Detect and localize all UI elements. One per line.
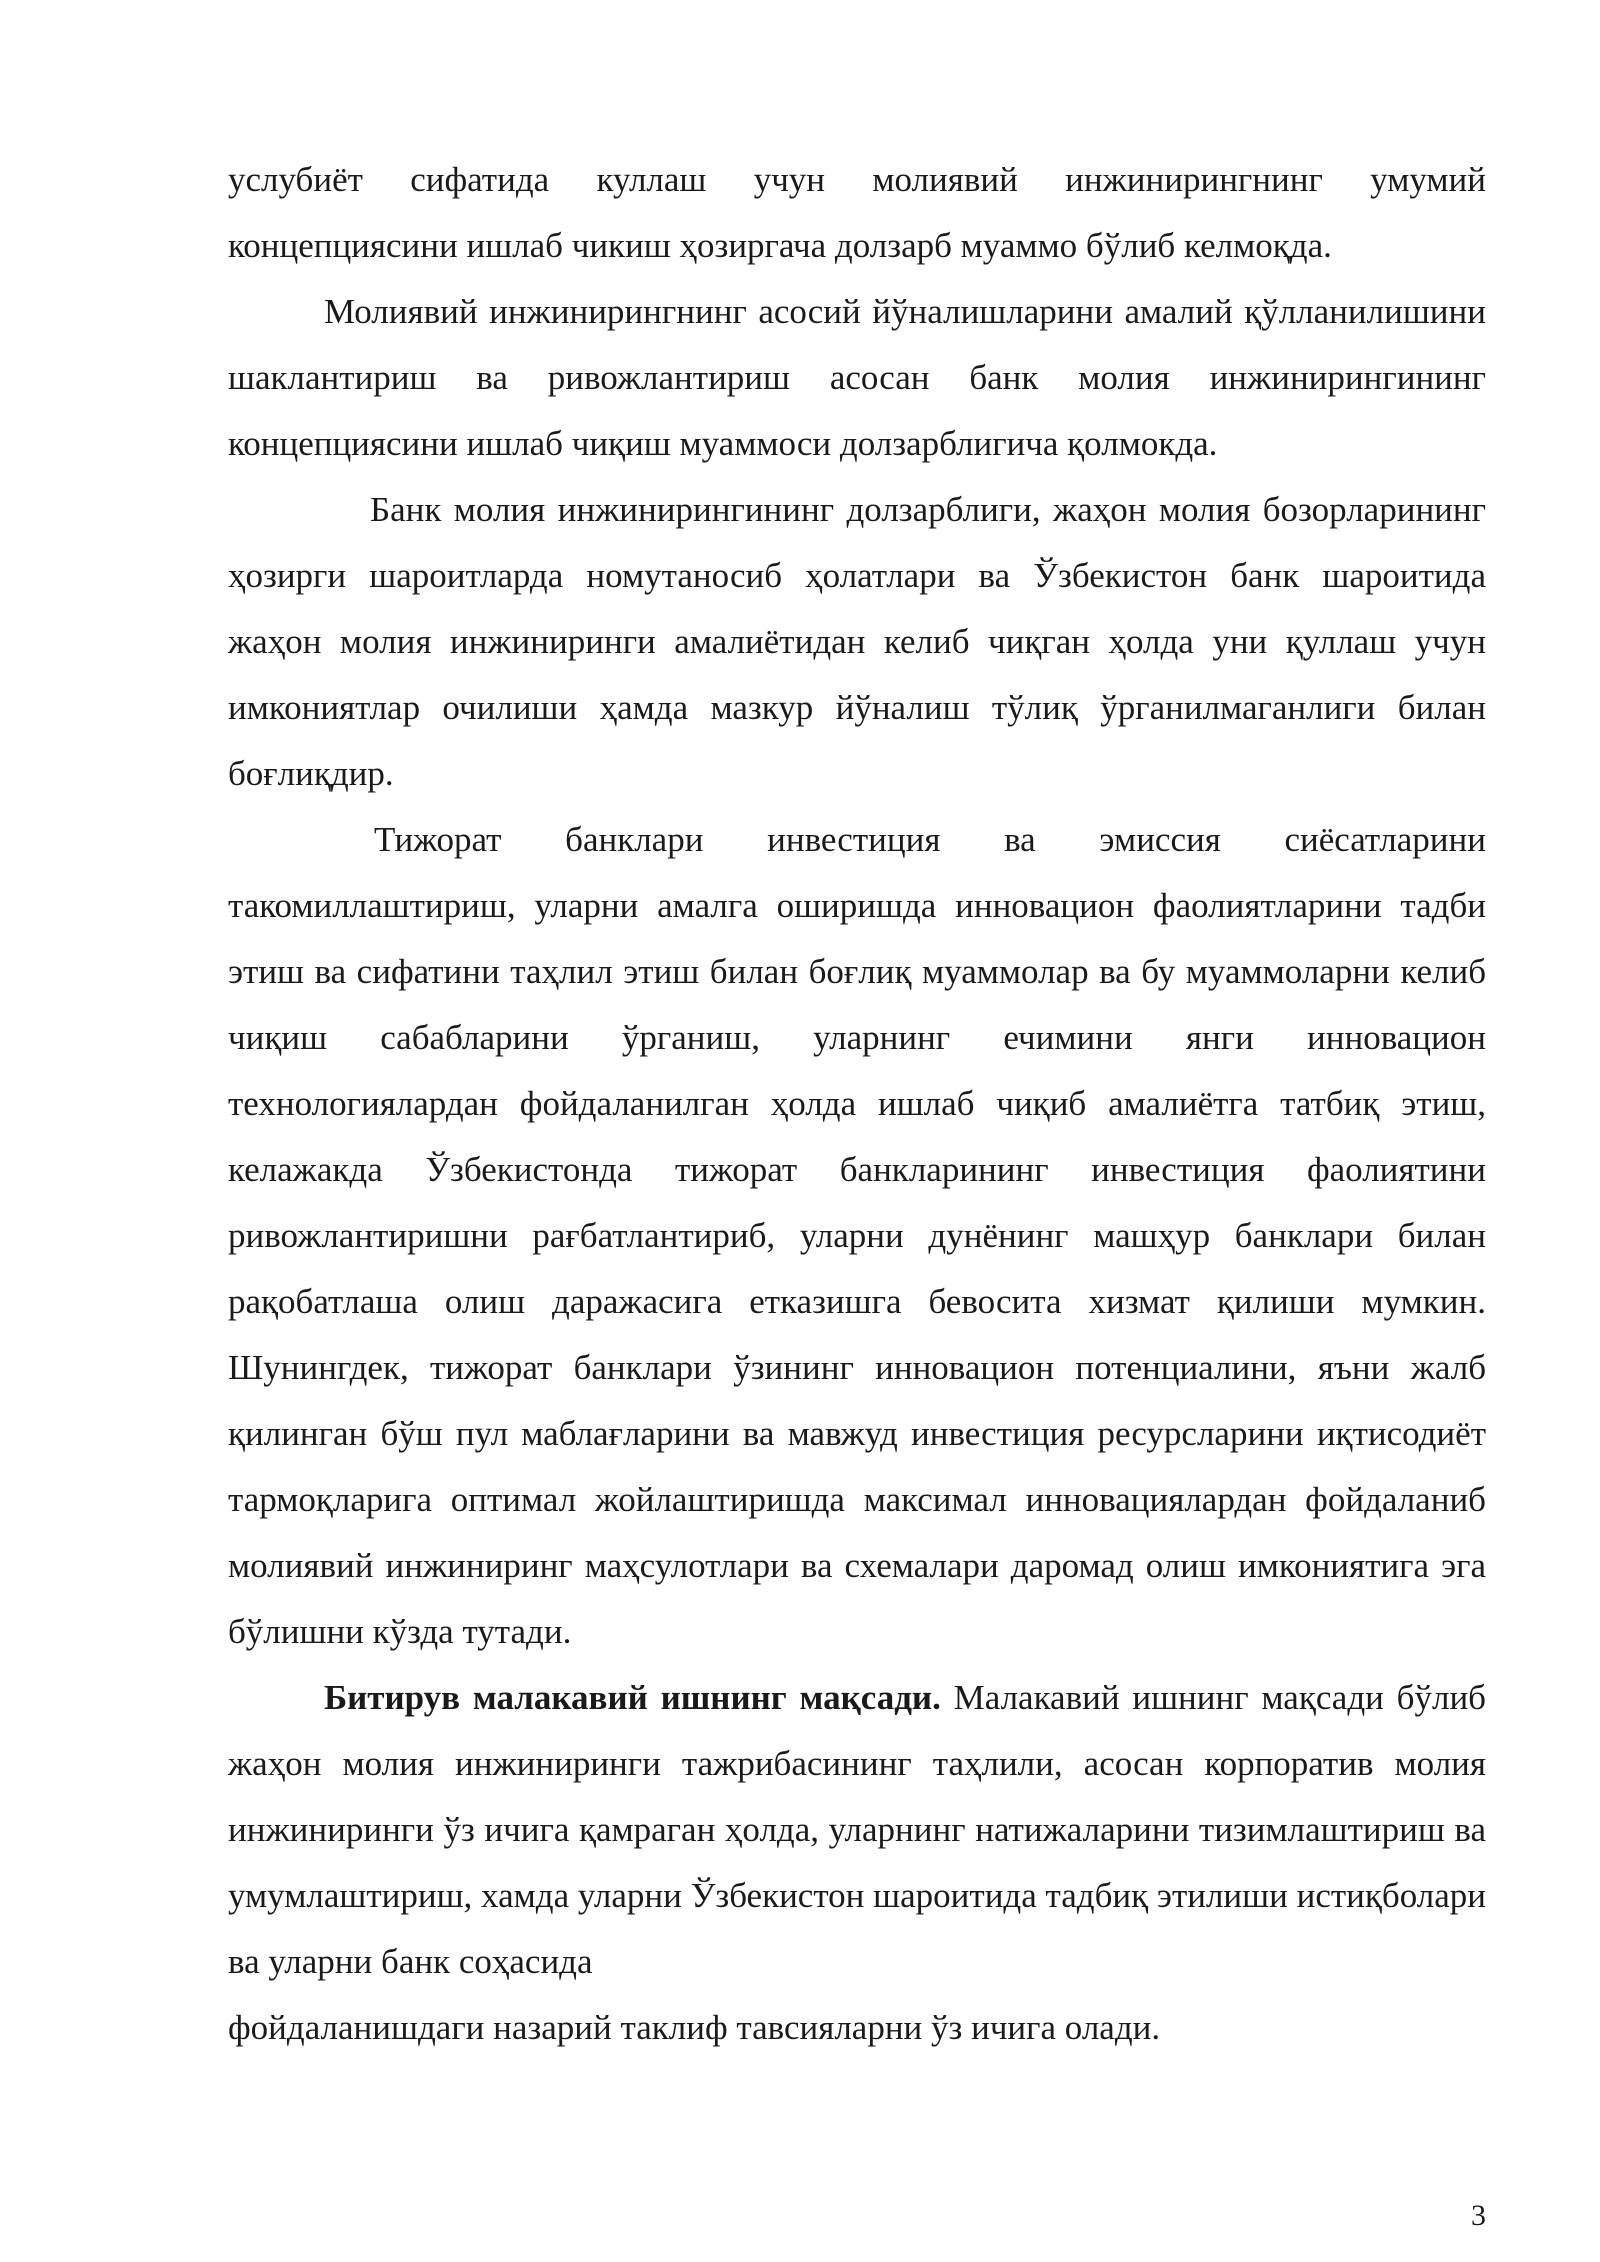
paragraph-4: Тижорат банклари инвестиция ва эмиссия сиёсатларини такомиллаштириш, уларни амалга оширишда инновацион фаолиятларини тадби этиш ва сифатини таҳлил этиш билан боғлиқ муаммолар ва бу муаммоларни келиб чиқиш сабабларини ўрганиш, уларнинг ечимини янги инновацион технологиялардан фойдаланилган ҳолда ишлаб чиқиб амалиётга татбиқ этиш, келажакда Ўзбекистонда тижорат банкларининг инвестиция фаолиятини ривожлантиришни рағбатлантириб, уларни дунёнинг машҳур банклари билан рақобатлаша олиш даражасига етказишга бевосита хизмат қилиши мумкин. Шунингдек, тижорат банклари ўзининг инновацион потенциалини, яъни жалб қилинган бўш пул маблағларини ва мавжуд инвестиция ресурсларини иқтисодиёт тармоқларига оптимал жойлаштиришда максимал инновациялардан фойдаланиб молиявий инжиниринг маҳсулотлари ва схемалари даромад олиш имкониятига эга бўлишни кўзда тутади. bbox=[228, 820, 1486, 1651]
paragraph-5-tail: фойдаланишдаги назарий таклиф тавсияларни ўз ичига олади. bbox=[228, 2008, 1161, 2047]
paragraph-3: Банк молия инжинирингининг долзарблиги, жаҳон молия бозорларининг ҳозирги шароитларда номутаносиб ҳолатлари ва Ўзбекистон банк шароитида жаҳон молия инжиниринги амалиётидан келиб чиқган ҳолда уни қуллаш учун имкониятлар очилиши ҳамда мазкур йўналиш тўлиқ ўрганилмаганлиги билан боғлиқдир. bbox=[228, 490, 1486, 793]
body-text bbox=[228, 147, 1486, 2061]
paragraph-2: Молиявий инжинирингнинг асосий йўналишларини амалий қўлланилишини шаклантириш ва ривожлантириш асосан банк молия инжинирингининг концепциясини ишлаб чиқиш муаммоси долзарблигича қолмокда. bbox=[228, 292, 1486, 463]
paragraph-5-bold-lead: Битирув малакавий ишнинг мақсади. bbox=[324, 1678, 941, 1717]
paragraph-1: услубиёт сифатида куллаш учун молиявий инжинирингнинг умумий концепциясини ишлаб чикиш ҳозиргача долзарб муаммо бўлиб келмоқда. bbox=[228, 160, 1486, 265]
paragraph-5 bbox=[228, 1665, 1486, 1995]
paragraph-5-text: Малакавий ишнинг мақсади бўлиб жаҳон молия инжиниринги тажрибасининг таҳлили, асосан корпоратив молия инжиниринги ўз ичига қамраган ҳолда, уларнинг натижаларини тизимлаштириш ва умумлаштириш, хамда уларни Ўзбекистон шароитида тадбиқ этилиши истиқболари ва уларни банк соҳасида bbox=[228, 1678, 1486, 1981]
page-number: 3 bbox=[1471, 2199, 1486, 2232]
